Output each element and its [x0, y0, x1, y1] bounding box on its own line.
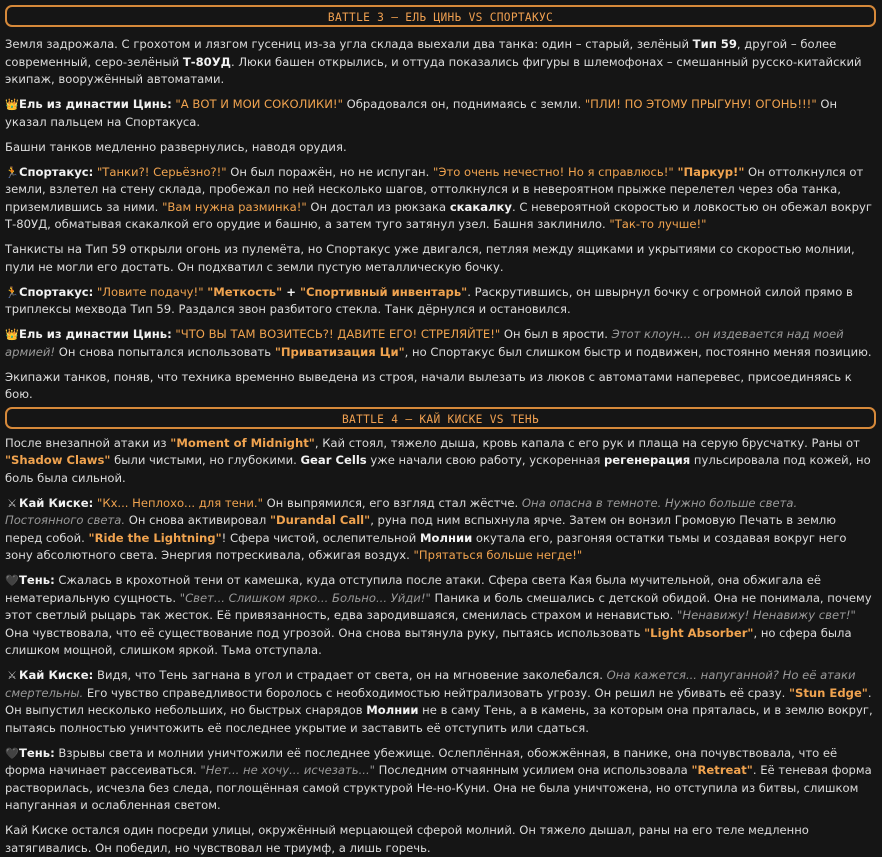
- narration-text: Он указал пальцем на Спортакуса.: [5, 97, 838, 129]
- quote: "Кх... Неплохо... для тени.": [97, 495, 263, 510]
- narration-text: Видя, что Тень загнана в угол и страдает от света, он на мгновение заколебался.: [93, 668, 607, 682]
- narration-text: , руна под ним вспыхнула ярче. Затем он вонзил Громовую Печать в землю перед собой.: [5, 513, 837, 545]
- bold-term: регенерация: [603, 453, 691, 467]
- narration-paragraph: [5, 36, 876, 89]
- black-heart-icon: 🖤: [5, 746, 19, 760]
- narration-text: Он оттолкнулся от земли, взлетел на стену склада, пробежал по ней несколько шагов, оттолкнулся и в невероятном прыжке перелетел через оба танка, приземлившись за ними.: [5, 164, 864, 214]
- skill-name: "Спортивный инвентарь": [299, 284, 468, 299]
- narration-text: Он снова активировал: [125, 513, 271, 527]
- thought-quote: "Нет... не хочу... исчезать...": [200, 763, 375, 777]
- speaker-name: Тень:: [19, 745, 55, 760]
- dialogue-paragraph: [5, 284, 876, 319]
- narration-text: , Кай стоял, тяжело дыша, кровь капала с его рук и плаща на серую брусчатку. Раны от: [314, 435, 860, 450]
- speaker-name: Ель из династии Цинь:: [19, 97, 172, 111]
- narration-text: Он достал из рюкзака: [306, 199, 450, 214]
- narration-text: После внезапной атаки из: [5, 435, 171, 450]
- skill-name: "Moment of Midnight": [170, 435, 315, 450]
- quote: "ПЛИ! ПО ЭТОМУ ПРЫГУНУ! ОГОНЬ!!!": [584, 97, 817, 111]
- thought: Она опасна в темноте. Нужно больше света. Постоянного света.: [5, 495, 798, 527]
- narration-text: , другой – более современный, серо-зелёный: [5, 37, 837, 69]
- skill-name: "Retreat": [691, 763, 753, 777]
- skill-name: "Меткость": [207, 284, 283, 299]
- narration-text: Последним отчаянным усилием она использовала: [374, 763, 692, 777]
- crossed-swords-icon: ⚔: [7, 669, 17, 682]
- battle-4-header: BATTLE 4 – КАЙ КИСКЕ VS ТЕНЬ: [5, 407, 876, 429]
- dialogue-paragraph: [5, 745, 876, 815]
- narration-text: ! Сфера чистой, ослепительной: [221, 530, 420, 545]
- narration-text: не в саму Тень, а в камень, за которым она пряталась, и в землю вокруг, пытаясь полностью уничтожить её последнее укрытие и заставить её отступить или сдаться.: [5, 703, 873, 735]
- speaker-name: Спортакус:: [19, 164, 94, 179]
- quote: "Так-то лучше!": [609, 217, 707, 231]
- plus-sign: +: [282, 284, 300, 299]
- skill-name: "Ride the Lightning": [88, 530, 222, 545]
- bold-term: скакалку: [449, 199, 512, 214]
- bold-term: Молнии: [366, 703, 419, 717]
- bold-term: Т-80УД: [182, 54, 231, 69]
- bold-term: Тип 59: [692, 37, 737, 51]
- thought: Она кажется... напуганной? Но её атаки смертельны.: [5, 668, 856, 700]
- speaker-name: Кай Киске:: [19, 668, 94, 682]
- quote: "Вам нужна разминка!": [162, 199, 307, 214]
- thought-quote: "Свет... Слишком ярко... Больно... Уйди!": [179, 590, 431, 605]
- speaker-name: Ель из династии Цинь:: [19, 327, 172, 341]
- narration-text: , но сфера была слишком мощной, слишком яркой. Тьма отступала.: [5, 625, 852, 657]
- narration-text: пульсировала под кожей, но боль была сильной.: [5, 453, 871, 485]
- dialogue-paragraph: [5, 495, 876, 565]
- dialogue-paragraph: [5, 164, 876, 234]
- black-heart-icon: 🖤: [5, 574, 19, 587]
- dialogue-paragraph: [5, 572, 876, 660]
- skill-name: "Durandal Call": [270, 513, 371, 527]
- narration-text: уже начали свою работу, ускоренная: [366, 453, 604, 467]
- quote: "Танки?! Серьёзно?!": [96, 164, 227, 179]
- dialogue-paragraph: [5, 96, 876, 131]
- battle-3-header: BATTLE 3 – ЕЛЬ ЦИНЬ VS СПОРТАКУС: [5, 5, 876, 27]
- narration-text: . Он выпустил несколько небольших, но быстрых снарядов: [5, 685, 872, 717]
- narration-text: Он снова попытался использовать: [55, 344, 275, 359]
- dialogue-paragraph: [5, 667, 876, 737]
- quote: "ЧТО ВЫ ТАМ ВОЗИТЕСЬ?! ДАВИТЕ ЕГО! СТРЕЛЯЙТЕ!": [175, 327, 501, 341]
- narration-paragraph: Экипажи танков, поняв, что техника временно выведена из строя, начали вылезать из люков с автоматами наперевес, присоединяясь к бою.: [5, 369, 852, 401]
- bold-term: Gear Cells: [300, 453, 367, 467]
- narration-text: Его чувство справедливости боролось с необходимостью нейтрализовать угрозу. Он решил не убивать её сразу.: [83, 685, 789, 700]
- skill-name: "Shadow Claws": [5, 453, 111, 467]
- skill-name: "Light Absorber": [644, 625, 754, 640]
- quote: "А ВОТ И МОИ СОКОЛИКИ!": [175, 97, 343, 111]
- narration-text: Паника и боль смешались с детской обидой. Она не понимала, почему этот светлый рыцарь так жесток. Её привязанность, едва зародившаяся, сменилась страхом и ненавистью.: [5, 590, 872, 622]
- narration-text: были чистыми, но глубокими.: [110, 453, 301, 467]
- quote: "Ловите подачу!": [96, 284, 204, 299]
- quote: "Это очень нечестно! Но я справлюсь!": [433, 164, 674, 179]
- runner-icon: 🏃: [5, 165, 19, 179]
- narration-text: Земля задрожала. С грохотом и лязгом гусениц из-за угла склада выехали два танка: один – старый, зелёный: [5, 37, 693, 51]
- crown-icon: 👑: [5, 328, 19, 341]
- skill-name: "Приватизация Ци": [274, 344, 405, 359]
- narration-text: . Люки башен открылись, и оттуда показались фигуры в шлемофонах – смешанный русско-китайский экипаж, вооружённый автоматами.: [5, 54, 862, 86]
- narration-text: Обрадовался он, поднимаясь с земли.: [342, 97, 585, 111]
- runner-icon: 🏃: [5, 285, 19, 299]
- quote: "Прятаться больше негде!": [413, 548, 583, 562]
- narration-text: . С невероятной скоростью и ловкостью он обежал вокруг Т-80УД, обматывая скакалкой его орудие и башню, а затем туго затянул узел. Башня заклинило.: [5, 199, 872, 231]
- narration-text: . Раскрутившись, он швырнул бочку с огромной силой прямо в триплексы мехвода Тип 59. Раздался звон разбитого стекла. Танк дёрнулся и остановился.: [5, 284, 853, 316]
- narration-text: Взрывы света и молнии уничтожили её последнее убежище. Ослеплённая, обожжённая, в панике, она почувствовала, что её форма начинает рассеиваться.: [5, 745, 838, 777]
- narration-text: Он был поражён, но не испуган.: [226, 164, 434, 179]
- narration-paragraph: [5, 435, 876, 488]
- speaker-name: Тень:: [19, 573, 55, 587]
- narration-text: Он выпрямился, его взгляд стал жёстче.: [262, 495, 522, 510]
- thought-quote: "Ненавижу! Ненавижу свет!": [677, 608, 856, 622]
- speaker-name: Кай Киске:: [19, 495, 94, 510]
- crown-icon: 👑: [5, 98, 19, 111]
- thought: Этот клоун... он издевается над моей армией!: [5, 327, 844, 359]
- skill-name: "Stun Edge": [788, 685, 868, 700]
- bold-term: Молнии: [419, 530, 473, 545]
- narration-text: . Её теневая форма растворилась, исчезла без следа, поглощённая самой структурой Не-но-Куни. Она не была уничтожена, но отступила из битвы, слишком напуганная и ослабленная светом.: [5, 763, 872, 812]
- speaker-name: Спортакус:: [19, 284, 94, 299]
- crossed-swords-icon: ⚔: [7, 496, 17, 510]
- narration-text: окутала его, разгоняя остатки тьмы и создавая вокруг него зону абсолютного света. Энергия потрескивала, обжигая воздух.: [5, 530, 847, 562]
- skill-name: "Паркур!": [677, 164, 745, 179]
- narration-text: Сжалась в крохотной тени от камешка, куда отступила после атаки. Сфера света Кая была мучительной, она обжигала её нематериальную сущность.: [5, 573, 822, 605]
- narration-text: Она чувствовала, что её существование под угрозой. Она снова вытянула руку, пытаясь использовать: [5, 625, 645, 640]
- narration-paragraph: Кай Киске остался один посреди улицы, окружённый мерцающей сферой молний. Он тяжело дышал, раны на его теле медленно затягивались. Он победил, но чувствовал не триумф, а лишь горечь.: [5, 823, 809, 855]
- narration-text: , но Спортакус был слишком быстр и подвижен, постоянно меняя позицию.: [404, 344, 872, 359]
- narration-paragraph: Башни танков медленно развернулись, наводя орудия.: [5, 139, 347, 154]
- narration-paragraph: Танкисты на Тип 59 открыли огонь из пулемёта, но Спортакус уже двигался, петляя между ящиками и укрытиями со скоростью молнии, пули не могли его достать. Он подхватил с земли пустую металлическую бочку.: [5, 242, 855, 274]
- dialogue-paragraph: [5, 326, 876, 361]
- narration-text: Он был в ярости.: [500, 327, 612, 341]
